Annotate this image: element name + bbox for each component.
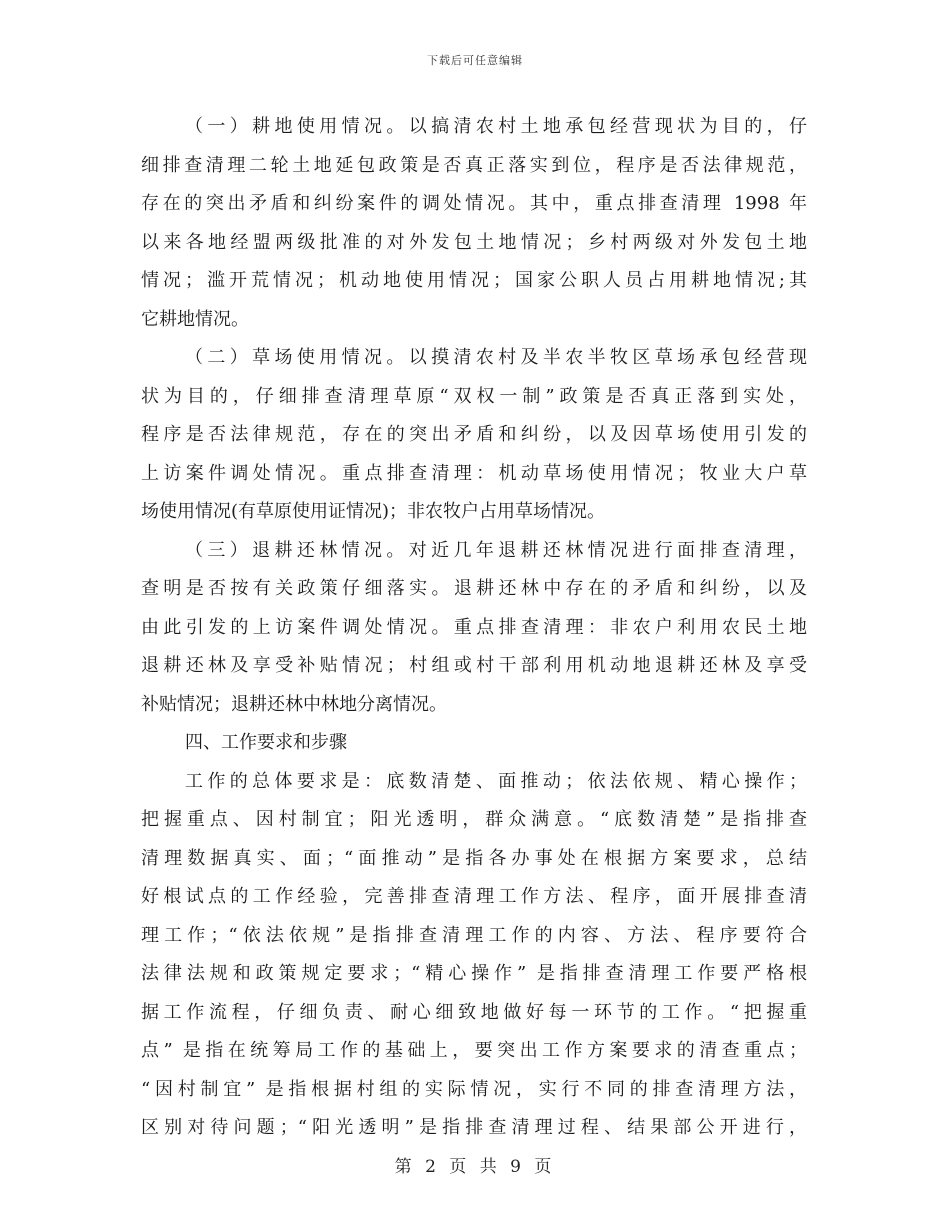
text-line: （三）退耕还林情况。对近几年退耕还林情况进行面排查清理， xyxy=(185,539,807,561)
document-body xyxy=(141,108,807,1148)
text-line: 以来各地经盟两级批准的对外发包土地情况；乡村两级对外发包土地 xyxy=(141,231,807,253)
text-line: 工作的总体要求是：底数清楚、面推动；依法依规、精心操作； xyxy=(185,770,807,792)
text-line: 情况；滥开荒情况；机动地使用情况；国家公职人员占用耕地情况;其 xyxy=(141,270,807,291)
text-line: 区别对待问题；“阳光透明”是指排查清理过程、结果部公开进行， xyxy=(141,1117,807,1138)
text-line: “因村制宜” 是指根据村组的实际情况，实行不同的排查清理方法， xyxy=(141,1078,807,1100)
text-line: 好根试点的工作经验，完善排查清理工作方法、程序，面开展排查清 xyxy=(141,886,807,907)
text-line: 状为目的，仔细排查清理草原“双权一制”政策是否真正落到实处， xyxy=(141,385,807,407)
text-line: （一）耕地使用情况。以搞清农村土地承包经营现状为目的，仔 xyxy=(185,116,807,137)
text-line: 退耕还林及享受补贴情况；村组或村干部利用机动地退耕还林及享受 xyxy=(141,655,807,676)
text-line: 理工作；“依法依规”是指排查清理工作的内容、方法、程序要符合 xyxy=(141,924,807,946)
text-line: （二）草场使用情况。以摸清农村及半农半牧区草场承包经营现 xyxy=(185,347,807,368)
text-line: 程序是否法律规范，存在的突出矛盾和纠纷，以及因草场使用引发的 xyxy=(141,424,807,445)
text-line: 上访案件调处情况。重点排查清理：机动草场使用情况；牧业大户草 xyxy=(141,462,807,484)
text-line: 它耕地情况。 xyxy=(141,308,249,330)
text-line: 点” 是指在统筹局工作的基础上，要突出工作方案要求的清查重点； xyxy=(141,1040,807,1061)
text-line: 补贴情况；退耕还林中林地分离情况。 xyxy=(141,693,447,715)
text-line: 场使用情况(有草原使用证情况)；非农牧户占用草场情况。 xyxy=(141,501,606,522)
text-line: 由此引发的上访案件调处情况。重点排查清理：非农户利用农民土地 xyxy=(141,616,807,638)
page-header: 下载后可任意编辑 xyxy=(427,54,523,67)
text-line: 四、工作要求和步骤 xyxy=(185,732,347,753)
text-line: 据工作流程，仔细负责、耐心细致地做好每一环节的工作。“把握重 xyxy=(141,1001,807,1023)
text-line: 查明是否按有关政策仔细落实。退耕还林中存在的矛盾和纠纷，以及 xyxy=(141,578,807,599)
text-line: 细排查清理二轮土地延包政策是否真正落实到位，程序是否法律规范， xyxy=(141,154,807,176)
page-footer: 第 2 页 共 9 页 xyxy=(394,1157,556,1177)
text-line: 把握重点、因村制宜；阳光透明，群众满意。“底数清楚”是指排查 xyxy=(141,809,807,830)
text-line: 存在的突出矛盾和纠纷案件的调处情况。其中，重点排查清理 1998 年 xyxy=(141,193,807,214)
text-line: 清理数据真实、面；“面推动”是指各办事处在根据方案要求，总结 xyxy=(141,847,807,869)
text-line: 法律法规和政策规定要求；“精心操作” 是指排查清理工作要严格根 xyxy=(141,963,807,984)
